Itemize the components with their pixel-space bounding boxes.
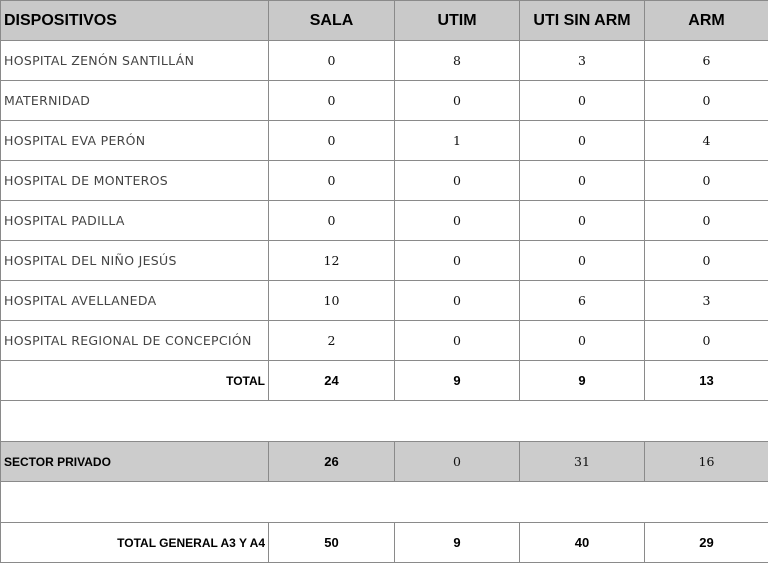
spacer-cell — [520, 401, 645, 442]
row-name: HOSPITAL ZENÓN SANTILLÁN — [1, 41, 269, 81]
total-general-label: TOTAL GENERAL A3 Y A4 — [1, 523, 269, 563]
table-row — [1, 121, 768, 161]
row-name: HOSPITAL EVA PERÓN — [1, 121, 269, 161]
cell-sala: 0 — [269, 201, 395, 241]
cell-sala: 0 — [269, 41, 395, 81]
total-general-utim: 9 — [395, 523, 520, 563]
cell-sala: 0 — [269, 121, 395, 161]
spacer-cell — [520, 482, 645, 523]
privado-arm: 16 — [645, 442, 768, 482]
header-sala: SALA — [269, 1, 395, 41]
row-name: HOSPITAL AVELLANEDA — [1, 281, 269, 321]
spacer-row — [1, 401, 768, 442]
cell-sala: 0 — [269, 81, 395, 121]
total-general-row — [1, 523, 768, 563]
header-utim: UTIM — [395, 1, 520, 41]
cell-arm: 4 — [645, 121, 768, 161]
table-row — [1, 321, 768, 361]
cell-utim: 1 — [395, 121, 520, 161]
spacer-row — [1, 482, 768, 523]
cell-arm: 0 — [645, 201, 768, 241]
cell-uti-sin-arm: 0 — [520, 321, 645, 361]
spacer-cell — [645, 401, 768, 442]
table-row — [1, 81, 768, 121]
row-name: HOSPITAL PADILLA — [1, 201, 269, 241]
row-name: HOSPITAL DE MONTEROS — [1, 161, 269, 201]
privado-sala: 26 — [269, 442, 395, 482]
cell-arm: 0 — [645, 321, 768, 361]
spacer-cell — [269, 482, 395, 523]
cell-sala: 12 — [269, 241, 395, 281]
cell-utim: 0 — [395, 241, 520, 281]
sector-privado-label: SECTOR PRIVADO — [1, 442, 269, 482]
row-name: HOSPITAL REGIONAL DE CONCEPCIÓN — [1, 321, 269, 361]
total-sala: 24 — [269, 361, 395, 401]
cell-utim: 0 — [395, 201, 520, 241]
table-row — [1, 161, 768, 201]
total-general-sala: 50 — [269, 523, 395, 563]
sector-privado-row — [1, 442, 768, 482]
cell-uti-sin-arm: 0 — [520, 241, 645, 281]
table-row — [1, 41, 768, 81]
header-row — [1, 1, 768, 41]
header-arm: ARM — [645, 1, 768, 41]
table-row — [1, 281, 768, 321]
total-general-arm: 29 — [645, 523, 768, 563]
cell-sala: 10 — [269, 281, 395, 321]
table-row — [1, 241, 768, 281]
row-name: MATERNIDAD — [1, 81, 269, 121]
total-label: TOTAL — [1, 361, 269, 401]
cell-arm: 0 — [645, 81, 768, 121]
spacer-cell — [1, 401, 269, 442]
privado-utim: 0 — [395, 442, 520, 482]
cell-utim: 0 — [395, 161, 520, 201]
total-uti-sin-arm: 9 — [520, 361, 645, 401]
cell-uti-sin-arm: 0 — [520, 121, 645, 161]
cell-utim: 8 — [395, 41, 520, 81]
cell-arm: 0 — [645, 241, 768, 281]
cell-arm: 6 — [645, 41, 768, 81]
spacer-cell — [645, 482, 768, 523]
cell-uti-sin-arm: 3 — [520, 41, 645, 81]
cell-sala: 0 — [269, 161, 395, 201]
total-utim: 9 — [395, 361, 520, 401]
spacer-cell — [1, 482, 269, 523]
spacer-cell — [395, 401, 520, 442]
spacer-cell — [269, 401, 395, 442]
header-dispositivos: DISPOSITIVOS — [1, 1, 269, 41]
total-general-uti-sin-arm: 40 — [520, 523, 645, 563]
cell-uti-sin-arm: 0 — [520, 161, 645, 201]
cell-uti-sin-arm: 6 — [520, 281, 645, 321]
row-name: HOSPITAL DEL NIÑO JESÚS — [1, 241, 269, 281]
spacer-cell — [395, 482, 520, 523]
cell-arm: 0 — [645, 161, 768, 201]
total-arm: 13 — [645, 361, 768, 401]
privado-uti-sin-arm: 31 — [520, 442, 645, 482]
cell-utim: 0 — [395, 81, 520, 121]
total-row — [1, 361, 768, 401]
cell-utim: 0 — [395, 281, 520, 321]
cell-uti-sin-arm: 0 — [520, 81, 645, 121]
cell-sala: 2 — [269, 321, 395, 361]
cell-uti-sin-arm: 0 — [520, 201, 645, 241]
cell-arm: 3 — [645, 281, 768, 321]
header-uti-sin-arm: UTI SIN ARM — [520, 1, 645, 41]
cell-utim: 0 — [395, 321, 520, 361]
table-row — [1, 201, 768, 241]
